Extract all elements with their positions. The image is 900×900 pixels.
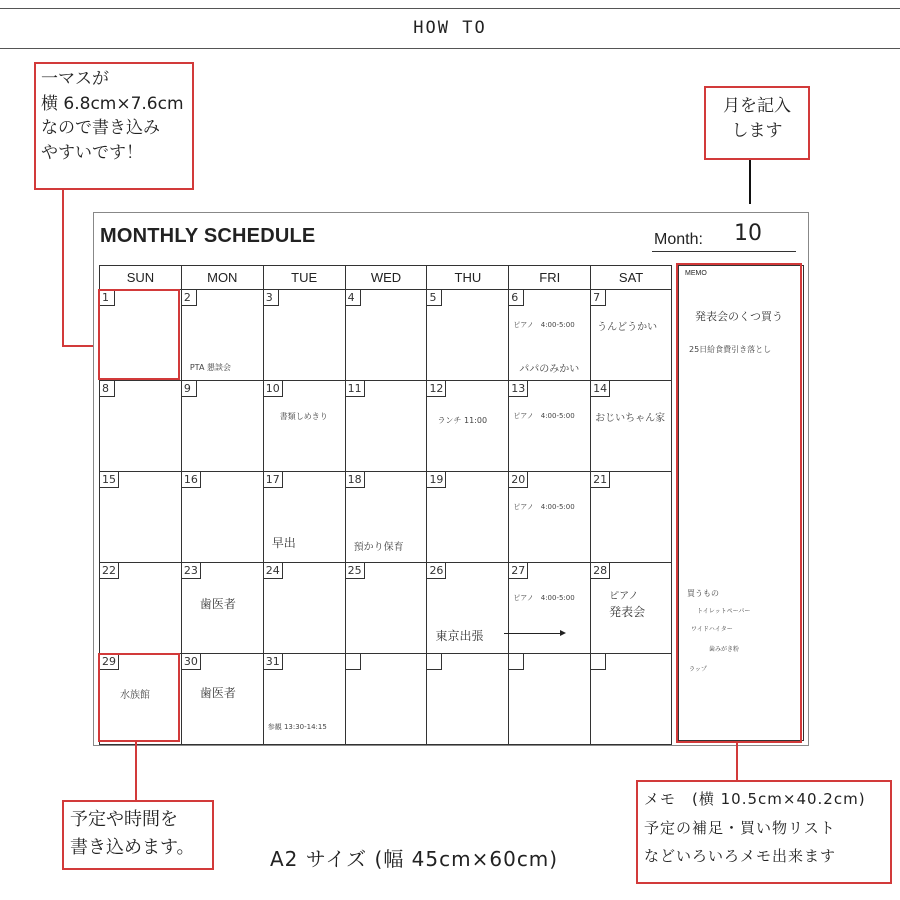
date-number: 17	[264, 472, 283, 488]
date-number: 6	[509, 290, 524, 306]
day-cell	[427, 381, 509, 472]
date-number: 25	[346, 563, 365, 579]
date-number: 16	[182, 472, 201, 488]
calendar-title: MONTHLY SCHEDULE	[100, 225, 316, 247]
memo-line: トイレットペーパー	[697, 608, 751, 615]
day-cell	[182, 654, 264, 745]
highlight-memo	[676, 263, 802, 743]
date-number	[509, 654, 524, 670]
week-row	[100, 563, 672, 654]
month-callout-leader	[749, 160, 751, 204]
date-number: 11	[346, 381, 365, 397]
week-row	[100, 472, 672, 563]
memo-line: 25日給食費引き落とし	[689, 345, 772, 354]
callout-line: 書き込めます。	[70, 836, 195, 858]
day-cell	[182, 381, 264, 472]
date-number: 18	[346, 472, 365, 488]
date-number	[346, 654, 361, 670]
date-number: 22	[100, 563, 119, 579]
schedule-note: PTA 懇談会	[189, 363, 231, 372]
size-caption: A2 サイズ (幅 45cm×60cm)	[270, 847, 559, 871]
day-cell	[100, 472, 182, 563]
plan-callout-leader	[135, 742, 137, 800]
week-row	[100, 381, 672, 472]
header-rule-top	[0, 8, 900, 9]
date-number: 21	[591, 472, 610, 488]
callout-line: 予定や時間を	[70, 809, 178, 830]
date-number: 19	[427, 472, 446, 488]
day-cell	[264, 563, 346, 654]
callout-line: 予定の補足・買い物リスト	[644, 818, 836, 837]
schedule-note: 発表会	[609, 605, 646, 619]
date-number: 31	[264, 654, 283, 670]
day-cell	[264, 654, 346, 745]
day-cell	[346, 654, 428, 745]
date-number: 13	[509, 381, 528, 397]
date-number: 3	[264, 290, 279, 306]
day-cell	[182, 563, 264, 654]
memo-callout-leader	[736, 743, 738, 780]
day-cell	[509, 472, 591, 563]
schedule-note: おじいちゃん家	[595, 413, 666, 424]
plan-callout	[62, 800, 214, 870]
highlight-day-1	[98, 289, 180, 380]
day-cell	[509, 290, 591, 381]
date-number: 12	[427, 381, 446, 397]
header-rule-bottom	[0, 48, 900, 49]
date-number: 2	[182, 290, 197, 306]
month-underline	[652, 251, 796, 252]
cell-callout-leader	[62, 190, 64, 346]
schedule-note: ピアノ 4:00-5:00	[513, 412, 575, 420]
day-cell	[591, 563, 672, 654]
day-cell	[509, 381, 591, 472]
date-number: 5	[427, 290, 442, 306]
day-cell	[509, 654, 591, 745]
schedule-note: パパのみかい	[519, 364, 580, 375]
memo-line: 買うもの	[687, 589, 719, 598]
month-label: Month:	[654, 231, 703, 248]
day-cell	[591, 290, 672, 381]
page-title: HOW TO	[413, 18, 487, 38]
day-cell	[100, 381, 182, 472]
date-number: 10	[264, 381, 283, 397]
weekday-header: MON	[182, 266, 264, 290]
calendar-grid	[99, 265, 672, 745]
week-row	[100, 654, 672, 745]
day-cell	[346, 563, 428, 654]
date-number: 29	[100, 654, 119, 670]
day-cell	[100, 563, 182, 654]
day-cell	[427, 654, 509, 745]
date-number: 26	[427, 563, 446, 579]
schedule-note: ピアノ 4:00-5:00	[513, 594, 575, 602]
cell-size-callout	[34, 62, 194, 190]
day-cell	[591, 472, 672, 563]
date-number: 9	[182, 381, 197, 397]
date-number: 23	[182, 563, 201, 579]
date-number: 30	[182, 654, 201, 670]
schedule-note: 水族館	[120, 690, 150, 701]
callout-line: メモ (横 10.5cm×40.2cm)	[644, 790, 866, 808]
schedule-note: ランチ 11:00	[437, 416, 488, 425]
day-cell	[346, 472, 428, 563]
arrow-right-icon	[560, 630, 566, 636]
weekday-header-row	[100, 266, 672, 290]
schedule-note: ピアノ 4:00-5:00	[513, 503, 575, 511]
schedule-note: 東京出張	[435, 629, 484, 643]
memo-label: MEMO	[685, 270, 707, 277]
week-row	[100, 290, 672, 381]
day-cell	[182, 290, 264, 381]
date-number: 28	[591, 563, 610, 579]
month-value: 10	[734, 221, 762, 246]
callout-line: 一マスが	[41, 69, 109, 89]
schedule-note: 歯医者	[199, 686, 236, 700]
weekday-header: SUN	[100, 266, 182, 290]
callout-line: します	[731, 120, 783, 141]
callout-line: やすいです！	[41, 142, 143, 163]
weekday-header: FRI	[509, 266, 591, 290]
day-cell	[182, 472, 264, 563]
day-cell	[509, 563, 591, 654]
schedule-note: 早出	[271, 536, 296, 550]
date-number	[591, 654, 606, 670]
day-cell	[591, 654, 672, 745]
day-cell	[264, 381, 346, 472]
schedule-note: 預かり保育	[353, 542, 404, 553]
day-cell	[264, 472, 346, 563]
memo-callout	[636, 780, 892, 884]
callout-line: なので書き込み	[41, 118, 160, 139]
memo-line: 発表会のくつ買う	[695, 310, 783, 323]
weekday-header: THU	[427, 266, 509, 290]
schedule-note: ピアノ	[609, 591, 639, 602]
date-number: 1	[100, 290, 115, 306]
memo-line: 歯みがき粉	[709, 646, 740, 653]
day-cell	[427, 290, 509, 381]
memo-line: ワイドハイター	[691, 626, 733, 633]
date-number: 27	[509, 563, 528, 579]
date-number	[427, 654, 442, 670]
day-cell	[591, 381, 672, 472]
date-number: 8	[100, 381, 115, 397]
day-cell	[427, 472, 509, 563]
schedule-note: 参観 13:30-14:15	[267, 723, 327, 731]
callout-line: などいろいろメモ出来ます	[644, 847, 837, 865]
day-cell	[346, 381, 428, 472]
day-cell	[264, 290, 346, 381]
date-number: 24	[264, 563, 283, 579]
callout-line: 横 6.8cm×7.6cm	[41, 93, 184, 114]
weekday-header: SAT	[591, 266, 672, 290]
trip-arrow-line	[504, 633, 562, 634]
date-number: 15	[100, 472, 119, 488]
schedule-note: 書類しめきり	[279, 412, 328, 421]
weekday-header: WED	[346, 266, 428, 290]
schedule-note: ピアノ 4:00-5:00	[513, 321, 575, 329]
highlight-day-29	[98, 653, 180, 742]
date-number: 4	[346, 290, 361, 306]
date-number: 20	[509, 472, 528, 488]
day-cell	[427, 563, 509, 654]
callout-line: 月を記入	[723, 96, 791, 116]
weekday-header: TUE	[264, 266, 346, 290]
memo-line: ラップ	[689, 666, 707, 673]
month-callout	[704, 86, 810, 160]
schedule-note: うんどうかい	[597, 322, 658, 333]
date-number: 7	[591, 290, 606, 306]
day-cell	[346, 290, 428, 381]
date-number: 14	[591, 381, 610, 397]
schedule-note: 歯医者	[199, 597, 236, 611]
